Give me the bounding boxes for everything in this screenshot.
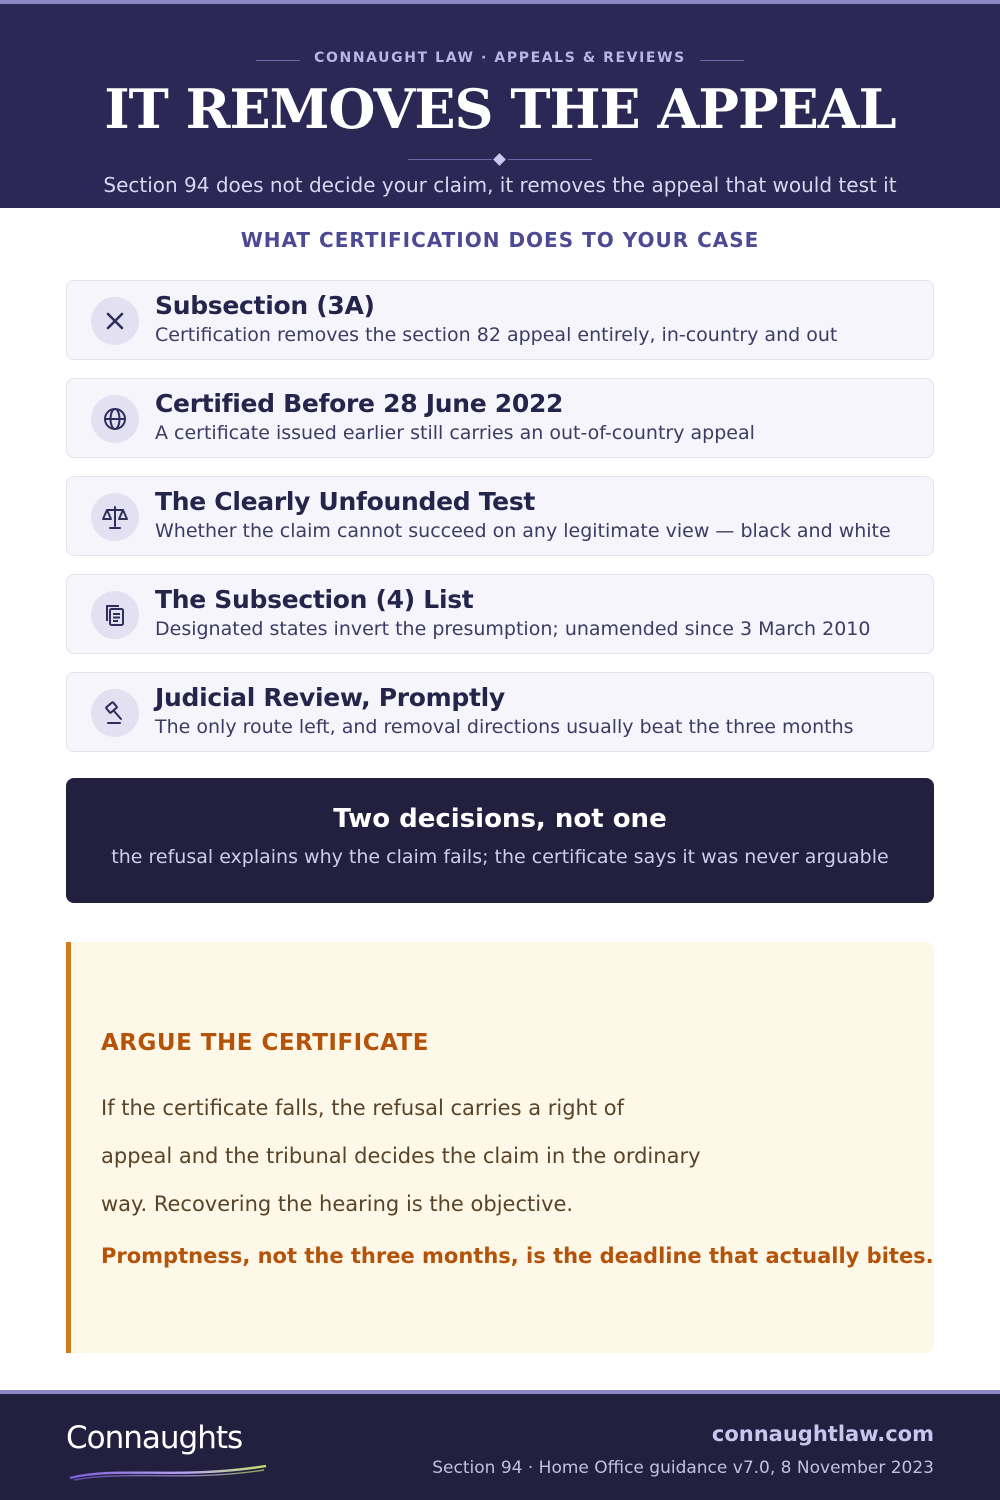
eyebrow-divider-right [700, 60, 744, 61]
connaughts-logo [66, 1420, 286, 1484]
scales-icon [91, 493, 139, 541]
argue-certificate-panel [66, 942, 934, 1353]
argue-body [101, 1084, 741, 1228]
page-title: IT REMOVES THE APPEAL [104, 77, 896, 141]
info-card-clearly-unfounded [66, 476, 934, 556]
documents-icon [91, 591, 139, 639]
card-description: Designated states invert the presumption; unamended since 3 March 2010 [155, 618, 871, 640]
section-heading: WHAT CERTIFICATION DOES TO YOUR CASE [240, 228, 760, 252]
globe-icon [91, 395, 139, 443]
card-description: A certificate issued earlier still carries an out-of-country appeal [155, 422, 755, 444]
two-decisions-callout [66, 778, 934, 903]
gavel-icon [91, 689, 139, 737]
footer-website-link[interactable]: connaughtlaw.com [711, 1422, 934, 1446]
callout-text: the refusal explains why the claim fails; the certificate says it was never arguable [111, 846, 889, 868]
card-title: The Subsection (4) List [155, 585, 474, 614]
argue-body-line: way. Recovering the hearing is the objective. [101, 1192, 574, 1216]
card-title: Subsection (3A) [155, 291, 375, 320]
footer-source-note: Section 94 · Home Office guidance v7.0, 8 November 2023 [432, 1458, 934, 1478]
title-divider [408, 154, 592, 166]
footer [0, 1390, 1000, 1500]
eyebrow-row [0, 50, 1000, 70]
argue-emphasis: Promptness, not the three months, is the deadline that actually bites. [101, 1244, 934, 1268]
info-card-certified-before [66, 378, 934, 458]
card-description: The only route left, and removal directions usually beat the three months [155, 716, 854, 738]
callout-title: Two decisions, not one [333, 804, 667, 834]
eyebrow-label: CONNAUGHT LAW · APPEALS & REVIEWS [314, 50, 686, 66]
card-title: Judicial Review, Promptly [155, 683, 505, 712]
card-description: Whether the claim cannot succeed on any legitimate view — black and white [155, 520, 891, 542]
close-icon [91, 297, 139, 345]
header-banner [0, 0, 1000, 208]
logo-swoosh-icon [68, 1460, 268, 1482]
info-card-judicial-review [66, 672, 934, 752]
info-card-subsection-4 [66, 574, 934, 654]
argue-body-line: If the certificate falls, the refusal carries a right of [101, 1096, 625, 1120]
card-title: Certified Before 28 June 2022 [155, 389, 564, 418]
logo-wordmark: Connaughts [66, 1420, 243, 1456]
card-description: Certification removes the section 82 appeal entirely, in-country and out [155, 324, 838, 346]
page-subtitle: Section 94 does not decide your claim, it removes the appeal that would test it [103, 173, 897, 197]
info-card-subsection-3a [66, 280, 934, 360]
argue-heading: ARGUE THE CERTIFICATE [101, 1030, 430, 1056]
argue-body-line: appeal and the tribunal decides the claim in the ordinary [101, 1144, 701, 1168]
diamond-icon [493, 153, 506, 166]
card-title: The Clearly Unfounded Test [155, 487, 536, 516]
